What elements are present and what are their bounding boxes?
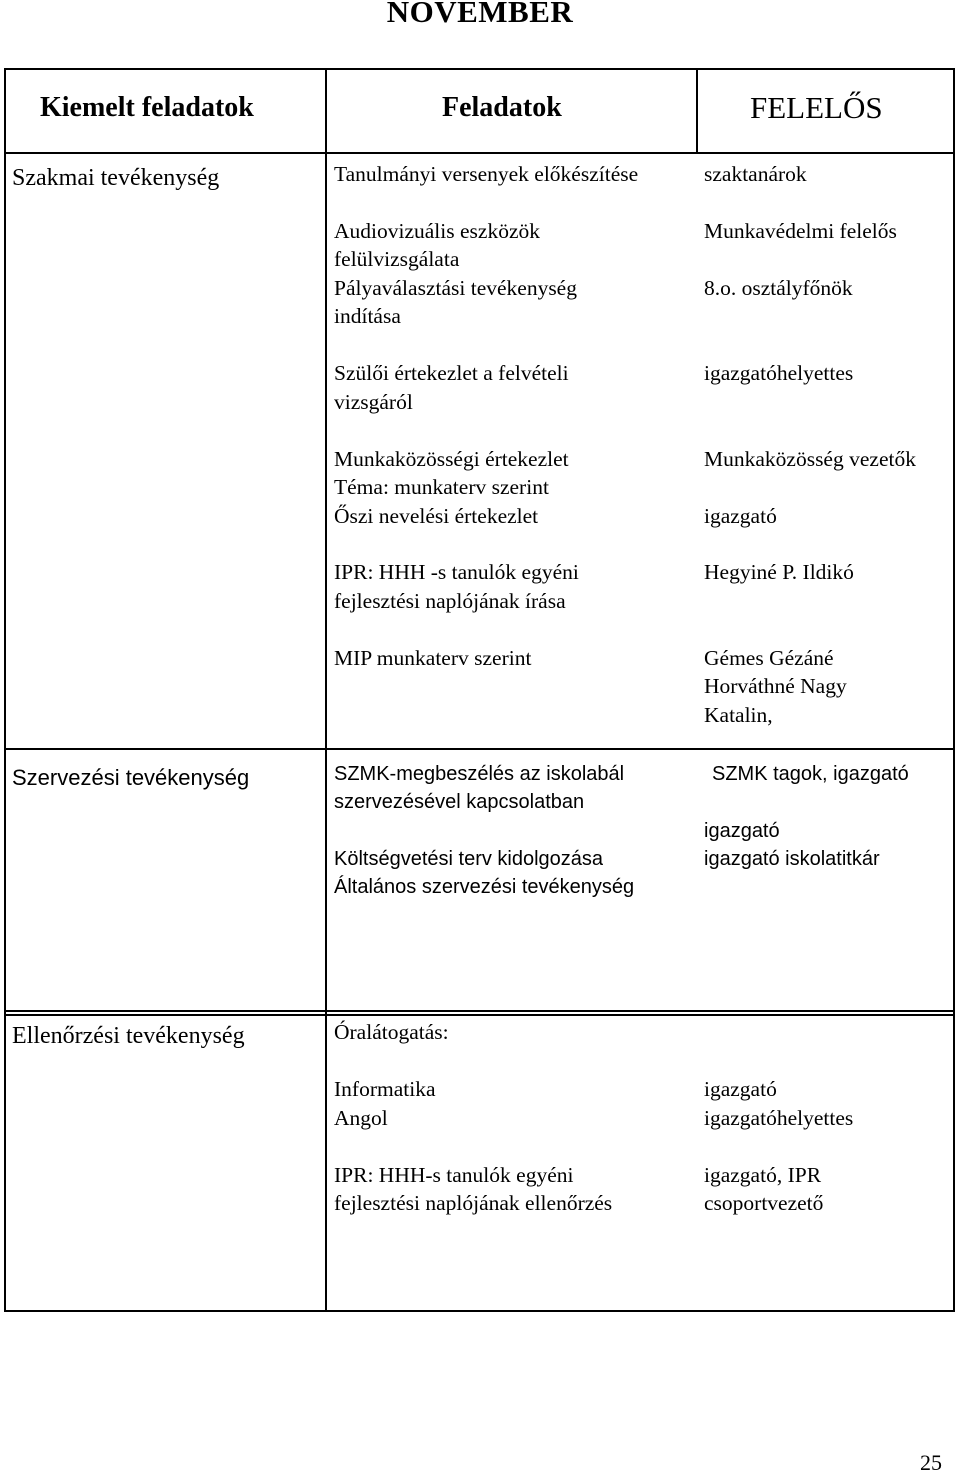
task: Óralátogatás: <box>334 1020 449 1044</box>
section-divider-2 <box>4 1010 955 1012</box>
header-kiemelt-feladatok: Kiemelt feladatok <box>40 92 254 123</box>
task: Téma: munkaterv szerint <box>334 475 549 499</box>
task: IPR: HHH-s tanulók egyéni <box>334 1163 574 1187</box>
task: fejlesztési naplójának ellenőrzés <box>334 1191 613 1215</box>
task: Tanulmányi versenyek előkészítése <box>334 162 639 186</box>
task: Informatika <box>334 1077 436 1101</box>
task: Pályaválasztási tevékenység <box>334 276 577 300</box>
task: Költségvetési terv kidolgozása <box>334 848 604 870</box>
responsible: igazgató <box>704 504 777 528</box>
responsible: Hegyiné P. Ildikó <box>704 560 854 584</box>
responsible: igazgatóhelyettes <box>704 361 854 385</box>
task: IPR: HHH -s tanulók egyéni <box>334 560 579 584</box>
responsible: igazgató iskolatitkár <box>704 848 880 870</box>
header-feladatok: Feladatok <box>442 92 562 123</box>
task: indítása <box>334 304 401 328</box>
category-szakmai: Szakmai tevékenység <box>12 165 220 191</box>
section-divider-3 <box>4 1014 955 1016</box>
task: felülvizsgálata <box>334 247 460 271</box>
category-szervezesi: Szervezési tevékenység <box>12 765 250 790</box>
task: Audiovizuális eszközök <box>334 219 540 243</box>
responsible: Munkaközösség vezetők <box>704 447 916 471</box>
page-title: NOVEMBER <box>386 0 574 29</box>
task: MIP munkaterv szerint <box>334 646 532 670</box>
header-col-divider-2 <box>696 68 698 154</box>
section-divider-1 <box>4 748 955 750</box>
responsible: csoportvezető <box>704 1191 824 1215</box>
body-col-divider <box>325 152 327 1312</box>
header-col-divider-1 <box>325 68 327 154</box>
page-number: 25 <box>920 1450 942 1475</box>
responsible: igazgató <box>704 1077 777 1101</box>
responsible: igazgatóhelyettes <box>704 1106 854 1130</box>
category-ellenorzesi: Ellenőrzési tevékenység <box>12 1023 245 1049</box>
responsible: igazgató, IPR <box>704 1163 822 1187</box>
responsible: Horváthné Nagy <box>704 674 847 698</box>
header-divider <box>4 152 955 154</box>
task: Őszi nevelési értekezlet <box>334 504 539 528</box>
task: vizsgáról <box>334 390 413 414</box>
responsible: SZMK tagok, igazgató <box>712 763 909 785</box>
responsible: Munkavédelmi felelős <box>704 219 897 243</box>
responsible: Gémes Gézáné <box>704 646 834 670</box>
responsible: 8.o. osztályfőnök <box>704 276 853 300</box>
task: Általános szervezési tevékenység <box>334 876 635 898</box>
task: Angol <box>334 1106 388 1130</box>
responsible: igazgató <box>704 820 780 842</box>
task: fejlesztési naplójának írása <box>334 589 566 613</box>
task: SZMK-megbeszélés az iskolabál <box>334 763 625 785</box>
task: Szülői értekezlet a felvételi <box>334 361 569 385</box>
task: Munkaközösségi értekezlet <box>334 447 569 471</box>
responsible: Katalin, <box>704 703 773 727</box>
responsible: szaktanárok <box>704 162 807 186</box>
task: szervezésével kapcsolatban <box>334 791 585 813</box>
header-felelos: FELELŐS <box>750 90 883 125</box>
